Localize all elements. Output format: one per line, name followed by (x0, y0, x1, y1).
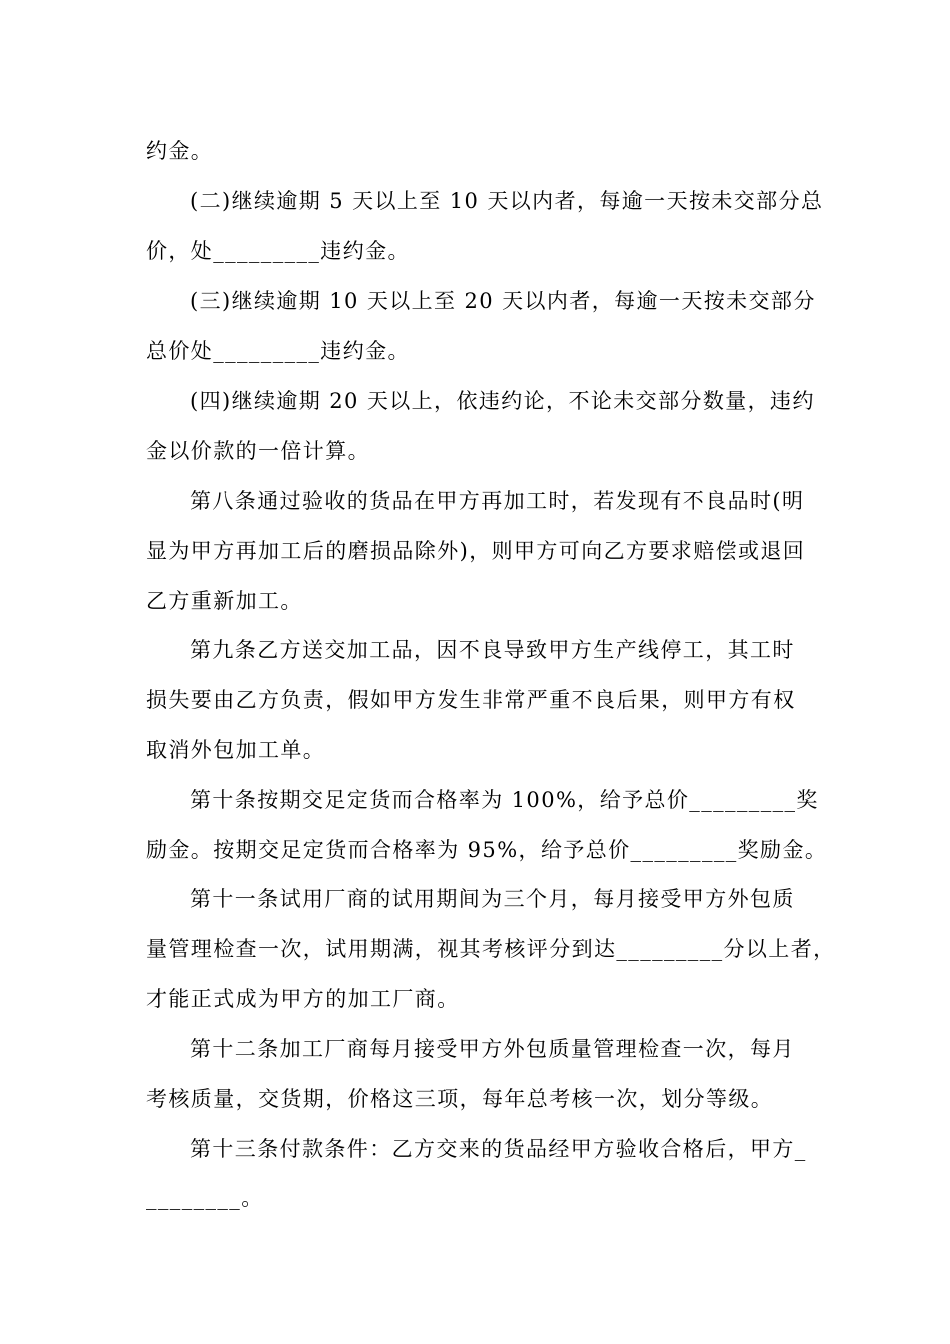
paragraph-line: (二)继续逾期 5 天以上至 10 天以内者，每逾一天按未交部分总 (190, 189, 824, 213)
paragraph-line: 考核质量，交货期，价格这三项，每年总考核一次，划分等级。 (146, 1087, 774, 1111)
paragraph-line: 总价处_________违约金。 (146, 339, 410, 363)
paragraph-line: 才能正式成为甲方的加工厂商。 (146, 987, 460, 1011)
paragraph-line: 第十三条付款条件：乙方交来的货品经甲方验收合格后，甲方_ (190, 1137, 807, 1161)
paragraph-line: 价，处_________违约金。 (146, 239, 410, 263)
paragraph-line: 第八条通过验收的货品在甲方再加工时，若发现有不良品时(明 (190, 489, 805, 513)
paragraph-line: 励金。按期交足定货而合格率为 95%，给予总价_________奖励金。 (146, 838, 828, 862)
paragraph-line: (三)继续逾期 10 天以上至 20 天以内者，每逾一天按未交部分 (190, 289, 816, 313)
paragraph-line: 第十一条试用厂商的试用期间为三个月，每月接受甲方外包质 (190, 887, 795, 911)
paragraph-line: 金以价款的一倍计算。 (146, 439, 370, 463)
paragraph-line: 显为甲方再加工后的磨损品除外)，则甲方可向乙方要求赔偿或退回 (146, 539, 806, 563)
paragraph-line: 乙方重新加工。 (146, 589, 303, 613)
paragraph-line: 第十条按期交足定货而合格率为 100%，给予总价_________奖 (190, 788, 819, 812)
paragraph-line: (四)继续逾期 20 天以上，依违约论，不论未交部分数量，违约 (190, 389, 815, 413)
paragraph-line: 第九条乙方送交加工品，因不良导致甲方生产线停工，其工时 (190, 638, 795, 662)
paragraph-line: 取消外包加工单。 (146, 738, 326, 762)
paragraph-line: 量管理检查一次，试用期满，视其考核评分到达_________分以上者， (146, 937, 836, 961)
paragraph-line: 约金。 (146, 139, 214, 163)
paragraph-line: 第十二条加工厂商每月接受甲方外包质量管理检查一次，每月 (190, 1037, 795, 1061)
paragraph-line: ________。 (146, 1186, 264, 1210)
paragraph-line: 损失要由乙方负责，假如甲方发生非常严重不良后果，则甲方有权 (146, 688, 796, 712)
